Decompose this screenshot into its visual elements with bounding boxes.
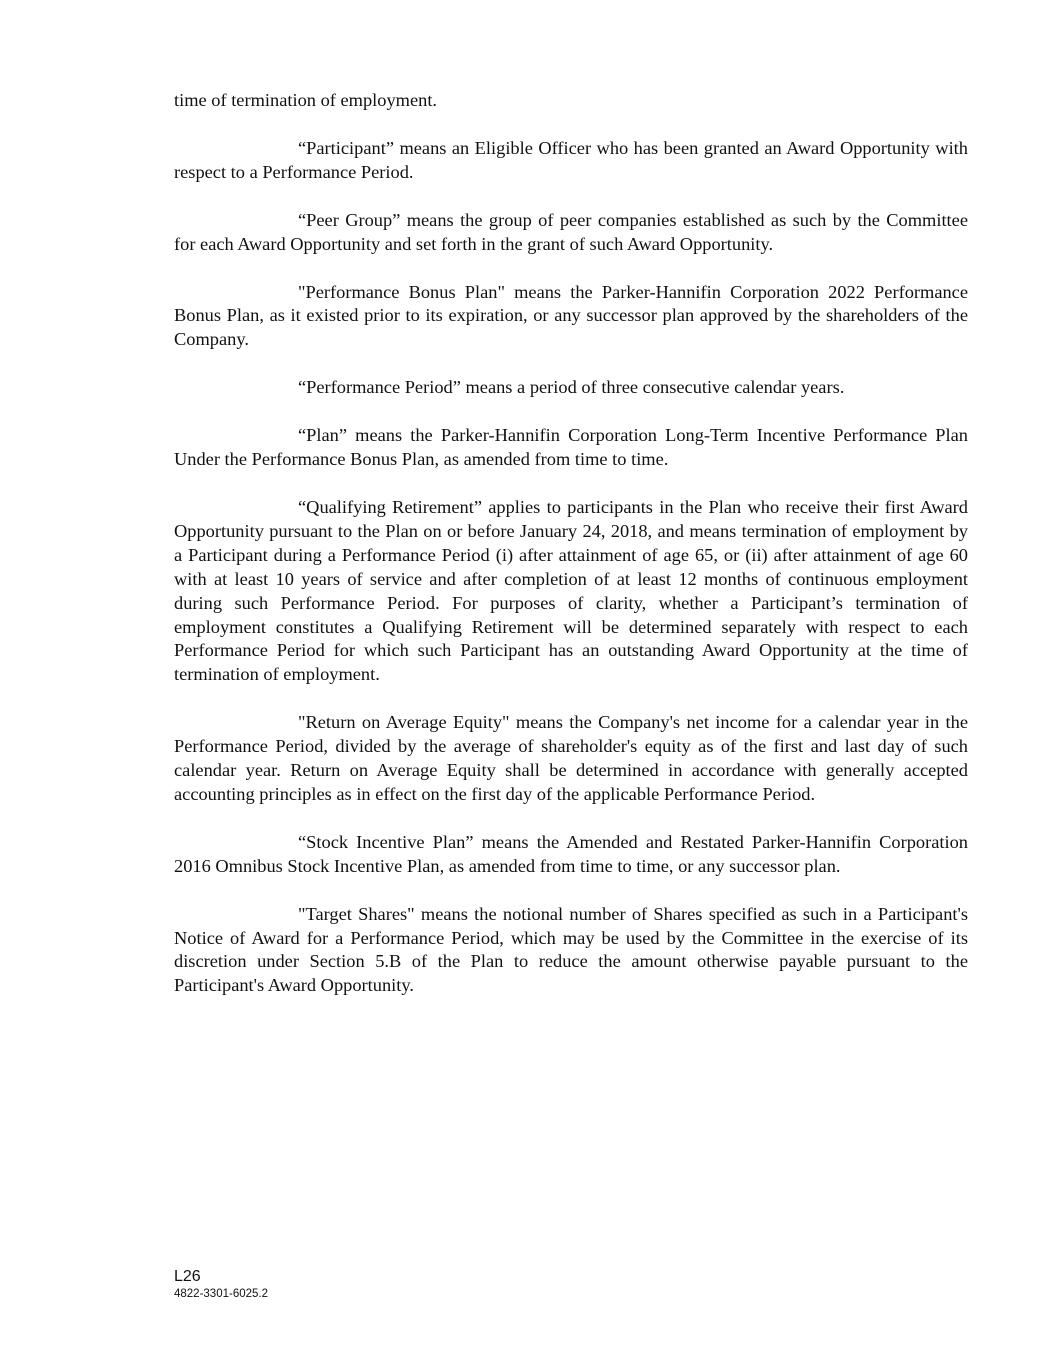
definition-performance-bonus-plan: "Performance Bonus Plan" means the Parker-Hannifin Corporation 2022 Performance Bonus Plan, as it existed prior to its expiration, or any successor plan approved by the shareholders of the Company. <box>174 281 968 350</box>
definition-plan: “Plan” means the Parker-Hannifin Corporation Long-Term Incentive Performance Plan Under the Performance Bonus Plan, as amended from time to time. <box>174 425 968 470</box>
definition-stock-incentive-plan: “Stock Incentive Plan” means the Amended and Restated Parker-Hannifin Corporation 2016 Omnibus Stock Incentive Plan, as amended from time to time, or any successor plan. <box>174 831 968 876</box>
document-body <box>174 89 968 1022</box>
page-footer <box>174 1268 268 1301</box>
definition-return-on-average-equity: "Return on Average Equity" means the Company's net income for a calendar year in the Performance Period, divided by the average of shareholder's equity as of the first and last day of such calendar year. Return on Average Equity shall be determined in accordance with generally accepted accounting principles as in effect on the first day of the applicable Performance Period. <box>174 712 968 804</box>
definition-peer-group: “Peer Group” means the group of peer companies established as such by the Committee for each Award Opportunity and set forth in the grant of such Award Opportunity. <box>174 209 968 254</box>
paragraph-continuation: time of termination of employment. <box>174 90 438 110</box>
document-id: 4822-3301-6025.2 <box>174 1288 268 1300</box>
definition-qualifying-retirement: “Qualifying Retirement” applies to participants in the Plan who receive their first Award Opportunity pursuant to the Plan on or before January 24, 2018, and means termination of employment by a Participant during a Performance Period (i) after attainment of age 65, or (ii) after attainment of age 60 with at least 10 years of service and after completion of at least 12 months of continuous employment during such Performance Period. For purposes of clarity, whether a Participant’s termination of employment constitutes a Qualifying Retirement will be determined separately with respect to each Performance Period for which such Participant has an outstanding Award Opportunity at the time of termination of employment. <box>174 496 968 685</box>
definition-target-shares: "Target Shares" means the notional number of Shares specified as such in a Participant's Notice of Award for a Performance Period, which may be used by the Committee in the exercise of its discretion under Section 5.B of the Plan to reduce the amount otherwise payable pursuant to the Participant's Award Opportunity. <box>174 903 968 996</box>
definition-participant: “Participant” means an Eligible Officer who has been granted an Award Opportunity with respect to a Performance Period. <box>174 137 968 182</box>
page-number: L26 <box>174 1268 201 1285</box>
definition-performance-period: “Performance Period” means a period of three consecutive calendar years. <box>298 377 845 398</box>
